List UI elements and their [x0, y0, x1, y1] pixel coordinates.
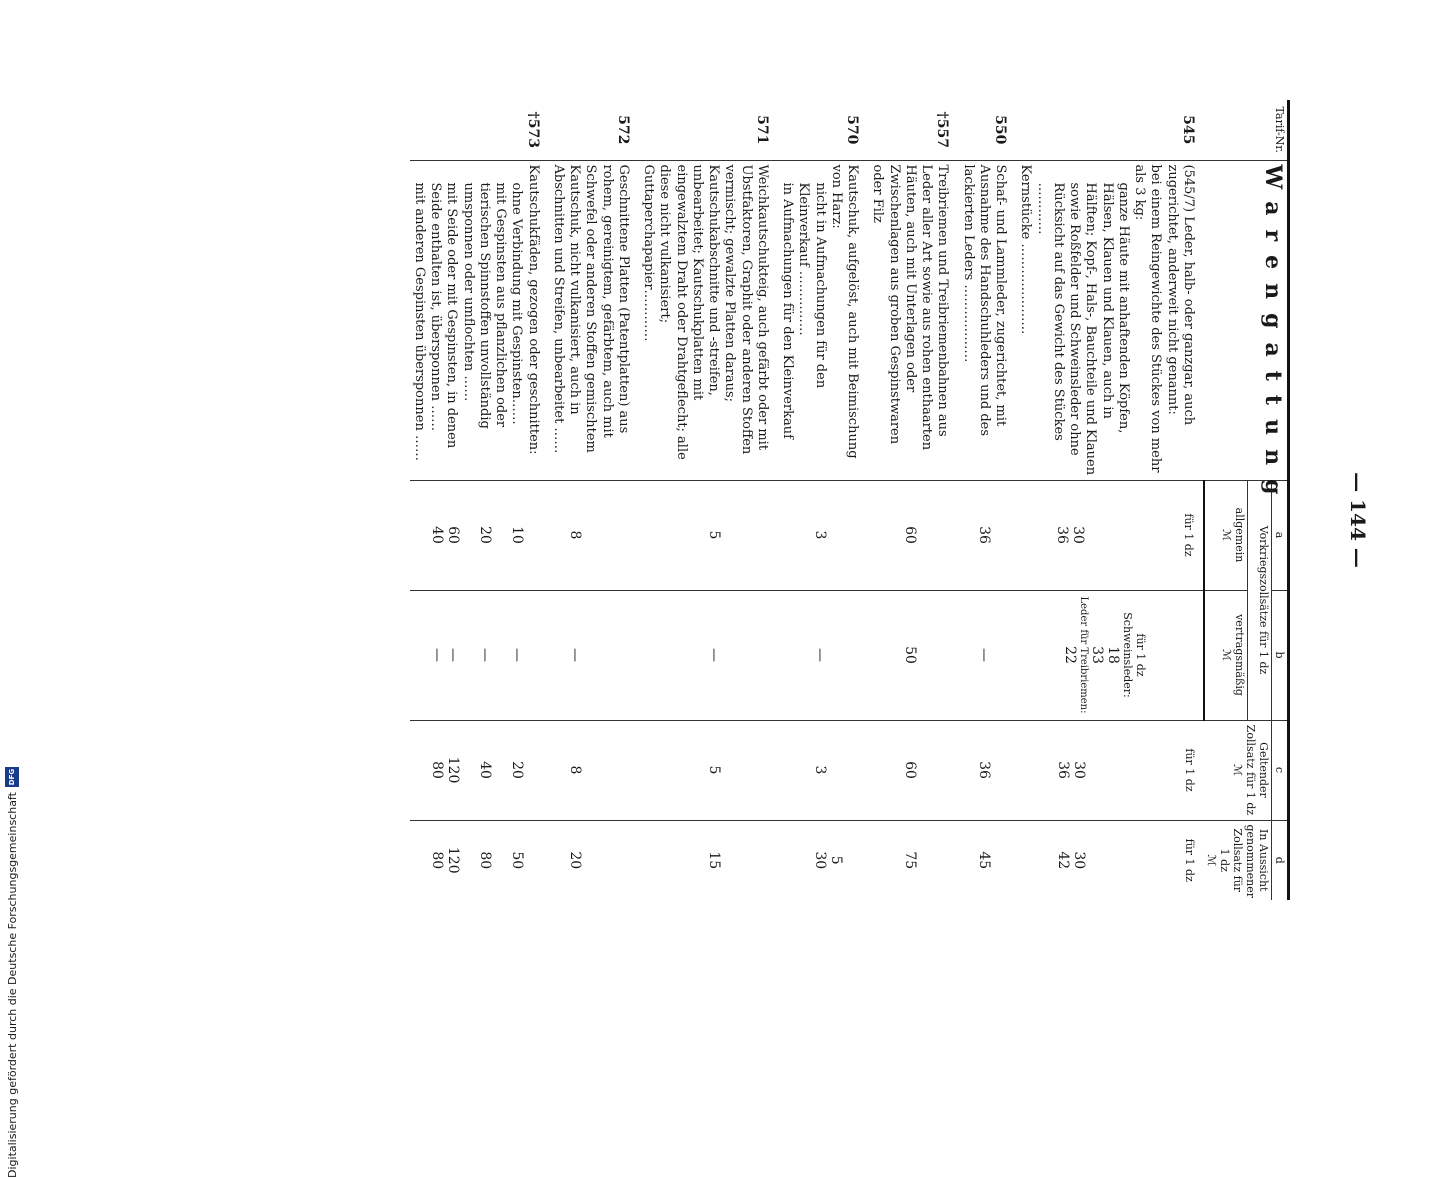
table-row [1016, 100, 1204, 900]
value-a: 60 [902, 526, 919, 544]
description: (545/7) Leder, halb- oder ganzgar, auch zugerichtet, anderweit nicht genannt: bei einem Reingewichte des Stückes von mehr als 3 kg: ganze Häute mit anhaftenden Köpfen, Hälsen, Klauen und Klauen, auch in Hälften; Kopf-, Hals-, Bauchteile und Klauen sowie Roßfelder und Schweinsleder ohne Rücksicht auf das Gewicht des Stückes ………… Kernstücke ………………… [1018, 164, 1196, 476]
header-col-c: Geltender Zollsatz für 1 dz ℳ [1204, 720, 1272, 820]
value-b: — [706, 648, 722, 662]
value-d: für 1 dz 30 42 [1055, 838, 1196, 882]
header-warengattung: Warengattung [1204, 160, 1289, 480]
tarif-number: 571 [754, 115, 770, 145]
description: Weichkautschukteig, auch gefärbt oder mit Ubstfaktoren, Graphit oder anderen Stoffen vermischt; gewalzte Platten daraus; Kautschukabschnitte und -streifen, unbearbeitet; Kautschukplatten mit eingewalztem Draht oder Drahtgeflecht; alle diese nicht vulkanisiert; Guttaperchapapier………… [641, 164, 770, 460]
description: Treibriemen und Treibriemenbahnen aus Leder aller Art sowie aus rohen enthaarten Häuten, auch mit Unterlagen oder Zwischenlagen aus groben Gespinstwaren oder Filz [870, 164, 951, 451]
value-a: 10 20 60 40 [428, 526, 525, 544]
page-number: — 144 — [1346, 472, 1370, 568]
value-d: 45 [976, 851, 993, 870]
header-col-d-letter: d [1272, 820, 1289, 900]
description: Kautschuk, aufgelöst, auch mit Beimischung von Harz: nicht in Aufmachungen für den Kleinverkauf …………… in Aufmachungen für den Kleinverkauf [780, 164, 861, 459]
value-b: — [567, 648, 583, 662]
table-row [868, 100, 958, 900]
header-col-d: In Aussicht genommener Zollsatz für 1 dz ℳ [1204, 820, 1272, 900]
value-c: 8 [567, 765, 583, 775]
header-col-b-letter: b [1272, 590, 1289, 720]
header-vorkriegs: Vorkriegszollsätze für 1 dz [1248, 480, 1272, 720]
value-a: 5 [706, 530, 722, 540]
tarif-number: 550 [992, 115, 1009, 145]
credit-strip [4, 418, 20, 1178]
table-row [549, 100, 639, 900]
value-b: — [812, 648, 829, 662]
value-c: 60 [902, 761, 919, 779]
header-col-b: vertragsmäßig ℳ [1204, 590, 1248, 720]
value-a: 36 [976, 526, 993, 544]
header-col-c-letter: c [1272, 720, 1289, 820]
value-a: 3 [812, 530, 829, 540]
value-d: 75 [902, 851, 919, 870]
table-row [639, 100, 778, 900]
description: Geschnittene Platten (Patentplatten) aus rohem, gereinigtem, gefärbtem, auch mit Schwefel oder anderen Stoffen gemischtem Kautschuk, nicht vulkanisiert, auch in Abschnitten und Streifen, unbearbeitet …… [551, 164, 631, 454]
value-c: für 1 dz 30 36 [1055, 748, 1196, 792]
tarif-number: †557 [934, 111, 951, 149]
rotated-page [120, 100, 1370, 900]
table-row [959, 100, 1017, 900]
dfg-logo-icon: DFG [5, 767, 19, 787]
value-b: — [976, 648, 993, 662]
credit-text: Digitalisierung gefördert durch die Deutsche Forschungsgemeinschaft [5, 792, 19, 1178]
header-col-a: allgemein ℳ [1204, 480, 1248, 590]
value-d: 50 80 120 80 [428, 846, 525, 874]
value-c: 3 [812, 765, 829, 775]
value-b: — — — — [428, 648, 525, 662]
value-d: 20 [567, 851, 583, 870]
tarif-number: 572 [615, 115, 631, 145]
value-d: 15 [706, 851, 722, 870]
value-b: 50 [902, 646, 919, 664]
table-row [778, 100, 868, 900]
table-header [1204, 100, 1289, 900]
tarif-number: †573 [524, 111, 541, 149]
value-c: 5 [706, 765, 722, 775]
description: Schaf- und Lammleder, zugerichtet, mit Ausnahme des Handschuhleders und des lackierten Leders ……………… [960, 164, 1009, 437]
value-c: 20 40 120 80 [428, 756, 525, 784]
tarif-number: 545 [1180, 115, 1196, 145]
header-tarif-nr: Tarif-Nr. [1204, 100, 1289, 160]
tarif-number: 570 [844, 115, 861, 145]
value-c: 36 [976, 761, 993, 779]
value-b: für 1 dz Schweinsleder: 18 33 Leder für Treibriemen: 22 [1062, 596, 1147, 714]
header-col-a-letter: a [1272, 480, 1289, 590]
description: Kautschukfäden, gezogen oder geschnitten: ohne Verbindung mit Gespinsten…… mit Gespinsten aus pflanzlichen oder tierischen Spinnstoffen unvollständig umsponnen oder umflochten …… mit Seide oder mit Gespinsten, in denen Seide enthalten ist, übersponnen …… mit anderen Gespinsten übersponnen …… [412, 164, 541, 461]
value-a: für 1 dz 30 36 [1054, 513, 1195, 557]
table-row [410, 100, 549, 900]
value-a: 8 [567, 530, 583, 540]
value-d: 5 30 [812, 851, 845, 870]
tariff-table [410, 100, 1290, 900]
